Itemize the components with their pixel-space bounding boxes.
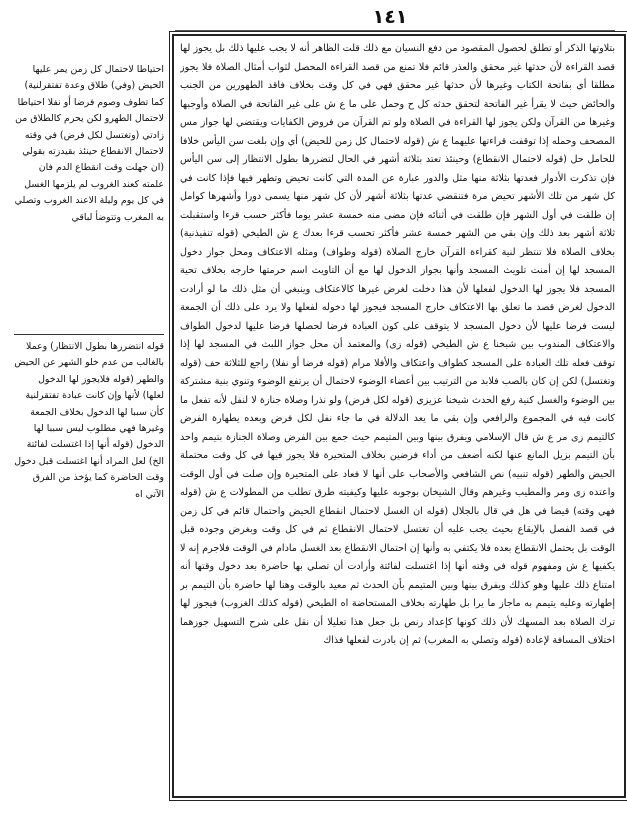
margin-divider (14, 334, 164, 335)
margin-commentary-text: قوله انتضررها بطول الانتظار) وعملا بالغالب من عدم خلو الشهر عن الحيض والطهر (قوله فلايجوز لها الدخول لعلها) لأنها وإن كانت عبادة تفتقرلنية كأن سببا لها الدخول بخلاف الجمعة وغيرها فهي مطلوب ليس سببا لها الدخول (قوله أنها إذا اغتسلت لفائتة الخ) لعل المراد أنها اغتسلت قبل دخول وقت الحاضرة كما يؤخذ من الفرق الآتي اه (14, 341, 164, 500)
main-commentary-text: بتلاوتها الذكر أو تطلق لحصول المقصود من دفع النسيان مع ذلك قلت الظاهر أنه لا يجب عليها ذلك بل يجوز لها قصد القراءة لأن حدثها غير محقق والعذر قائم فلا تمنع من قصد القراءة المحصل لثواب أمثال الصلاة فلا يجوز مطلقا أي بفاتحة الكتاب وغيرها لأن حدثها غير محقق فهي في كل وقت بخلاف فاقد الطهورين من الجنب والحائض حيث لا يقرأ غير الفاتحة لتحقق حدثه كل ح وحمل على ما ع ش على غير الفاتحة في الصلاة وأوجبها وغيرها من القرآن ولكن يجوز لها القراءة في الصلاة ولو تم القرآن من فروض الكفايات ويقتضي لها جواز مس المصحف وحمله إذا توقفت قراءتها عليهما ع ش (قوله لاحتمال كل زمن للحيض) أي وإن بلغت سن اليأس خلافا للحامل حل (قوله لاحتمال الانقطاع) وحينئذ تعتد بثلاثة أشهر في الحال لتضررها بطول الانتظار إلى سن اليأس فإن تذكرت الأدوار فعدتها بثلاثة منها مثل والدور عبارة عن المدة التي كانت تحيض وتطهر فيها فإذا كانت في كل شهر من تلك الأشهر تحيض مرة فتنقضي عدتها بثلاثة أشهر لأن كل شهر منها يسمى دورا وأشهرها كوامل إن طلقت في أول الشهر فإن طلقت في أثنائه فإن مضى منه خمسة عشر يوما فأكثر حسب قرءا واستقبلت ثلاثة أشهر بعد ذلك وإن بقي من الشهر خمسة عشر فأكثر تحسب قرءا بعدك ع ش الطيخي (قوله تنفيذنية) بخلاف الصلاة فلا تنتظر لنية كقراءة القرآن خارج الصلاة (قوله وطواف) ومثله الاعتكاف ومحل جواز دخول المسجد لها إن أمنت تلويث المسجد وأنها بجواز الدخول لها مع أن التاويث اسم حرمتها خارجه بخلاف تحية المسجد فلا يجوز لها الدخول لفعلها لأن هذا دخلت لغرض غيرها كالاعتكاف وينبغي أن مثل ذلك ما لو أرادت الدخول لغرض قصد ما تعلق بها الاعتكاف خارج المسجد فيجوز لها دخوله لفعلها ولا يرد على ذلك أن الجمعة ليست فرضا عليها لأن دخول المسجد لا يتوقف على كون العبادة فرضا لحصلها فرضا عليها لدخول الطواف والاعتكاف المندوب بين شبخنا ع ش الطيخي (قوله زى) والمعتمد أن محل جواز اللبث في المسجد لها إذا توقف فعله تلك العبادة على المسجد كطواف واعتكاف والأفلا مرام (قوله فرضا أو نفلا) راجع للثلاثة حف (قوله وتغتسل) لكن إن كان بالصب فلابد من الترتيب بين أعضاء الوضوء لاحتمال أن يرتفع الوضوء وتنوي بنية مشتركة بين الوضوء والغسل كنية رفع الحدث شيخنا عزيزي (قوله لكل فرض) ولو نذرا وصلاة جنازة لا لنفل لأنه تفعل ما كانت فيه في المجموع والرافعي وإن بقي ما يعد الدلالة في ما جاء نفل لكل فرض وبعده يطهارة الفرض كالتيمم زى مر ع ش قال الإسلامي ويفرق بينها وبين المتيمم حيث جمع بين الفرض وصلاة الجنازة بتيمم واحد بأن التيمم بزيل المانع عنها لكنه أضعف من أداء فرضين بخلاف المتحيرة فلا يجوز فيها في كل وقت محتملة الحيض والطهر (قوله تنبيه) نص الشافعي والأصحاب على أنها لا فعاد على المتحيرة وإن صلت في أول الوقت واعتده زى ومر والمطيب وغيرهم وقال الشيخان بوجوبه عليها وكيفيته طرق تطلب من المطولات ع ش (قوله فهي وقته) قيضا في هل في قال بالجلال (قوله ان الغسل لاحتمال انقطاع الحيض واحتمال قائم في كل زمن في قصد الفصل بالإيقاع بحيث يجب عليه أن تغتسل لاحتمال الانقطاع ثم في كل وقت وبغرض وجوده قبل الوقت بل يحتمل الانقطاع بعده فلا يكتفي به وأنها إن احتمال الانقطاع بعد الغسل مادام في الوقت فلاجرم إنه لا يكفيها ع ش ومفهوم قوله في وقته أنها إذا اغتسلت لفائتة وأرادت أن تصلي بها حاضرة بعد دخول وقتها أنه امتناع ذلك عليها وهو كذلك ويفرق بينها وبين المتيمم بأن الحدث ثم معيد بالوقت وهنا لها حاضرة بأن التيمم بر إطهارته وعليه يتيمم به ماجاز ما يرا بل طهارته بخلاف المستحاضة اه الطيخي (قوله كذلك الغروب) فيجوز لها ترك الصلاة بعد المسهك لأن ذلك كونها كإعداد رنص بل جعل هذا تعليلا أن نقل على شرح التسهيل جوزهما اختلاف المسافة لإعادة (قوله وتصلي به المغرب) ثم إن بادرت لفعلها فذاك (180, 43, 615, 646)
page-number: ١٤١ (372, 6, 408, 28)
margin-base-text: احتياطا لاحتمال كل زمن يمر عليها الحيض (وفي) طلاق وعدة تفتقرلنية) كما تطوف وصوم فرضا أو نفلا احتياطا لاحتمال الطهرو لكن يحرم كالطلاق من زادتي (وتغتسل لكل فرض) في وقته لاحتمال الانقطاع حينئذ بقيدزته بقولي (ان جهلت وقت انقطاع الدم فان علمته كعند الغروب لم يلزمها الغسل في كل يوم وليلة الاعند الغروب وتصلي به المغرب وتتوضأ لباقي (14, 64, 164, 223)
header-rule (175, 30, 615, 31)
